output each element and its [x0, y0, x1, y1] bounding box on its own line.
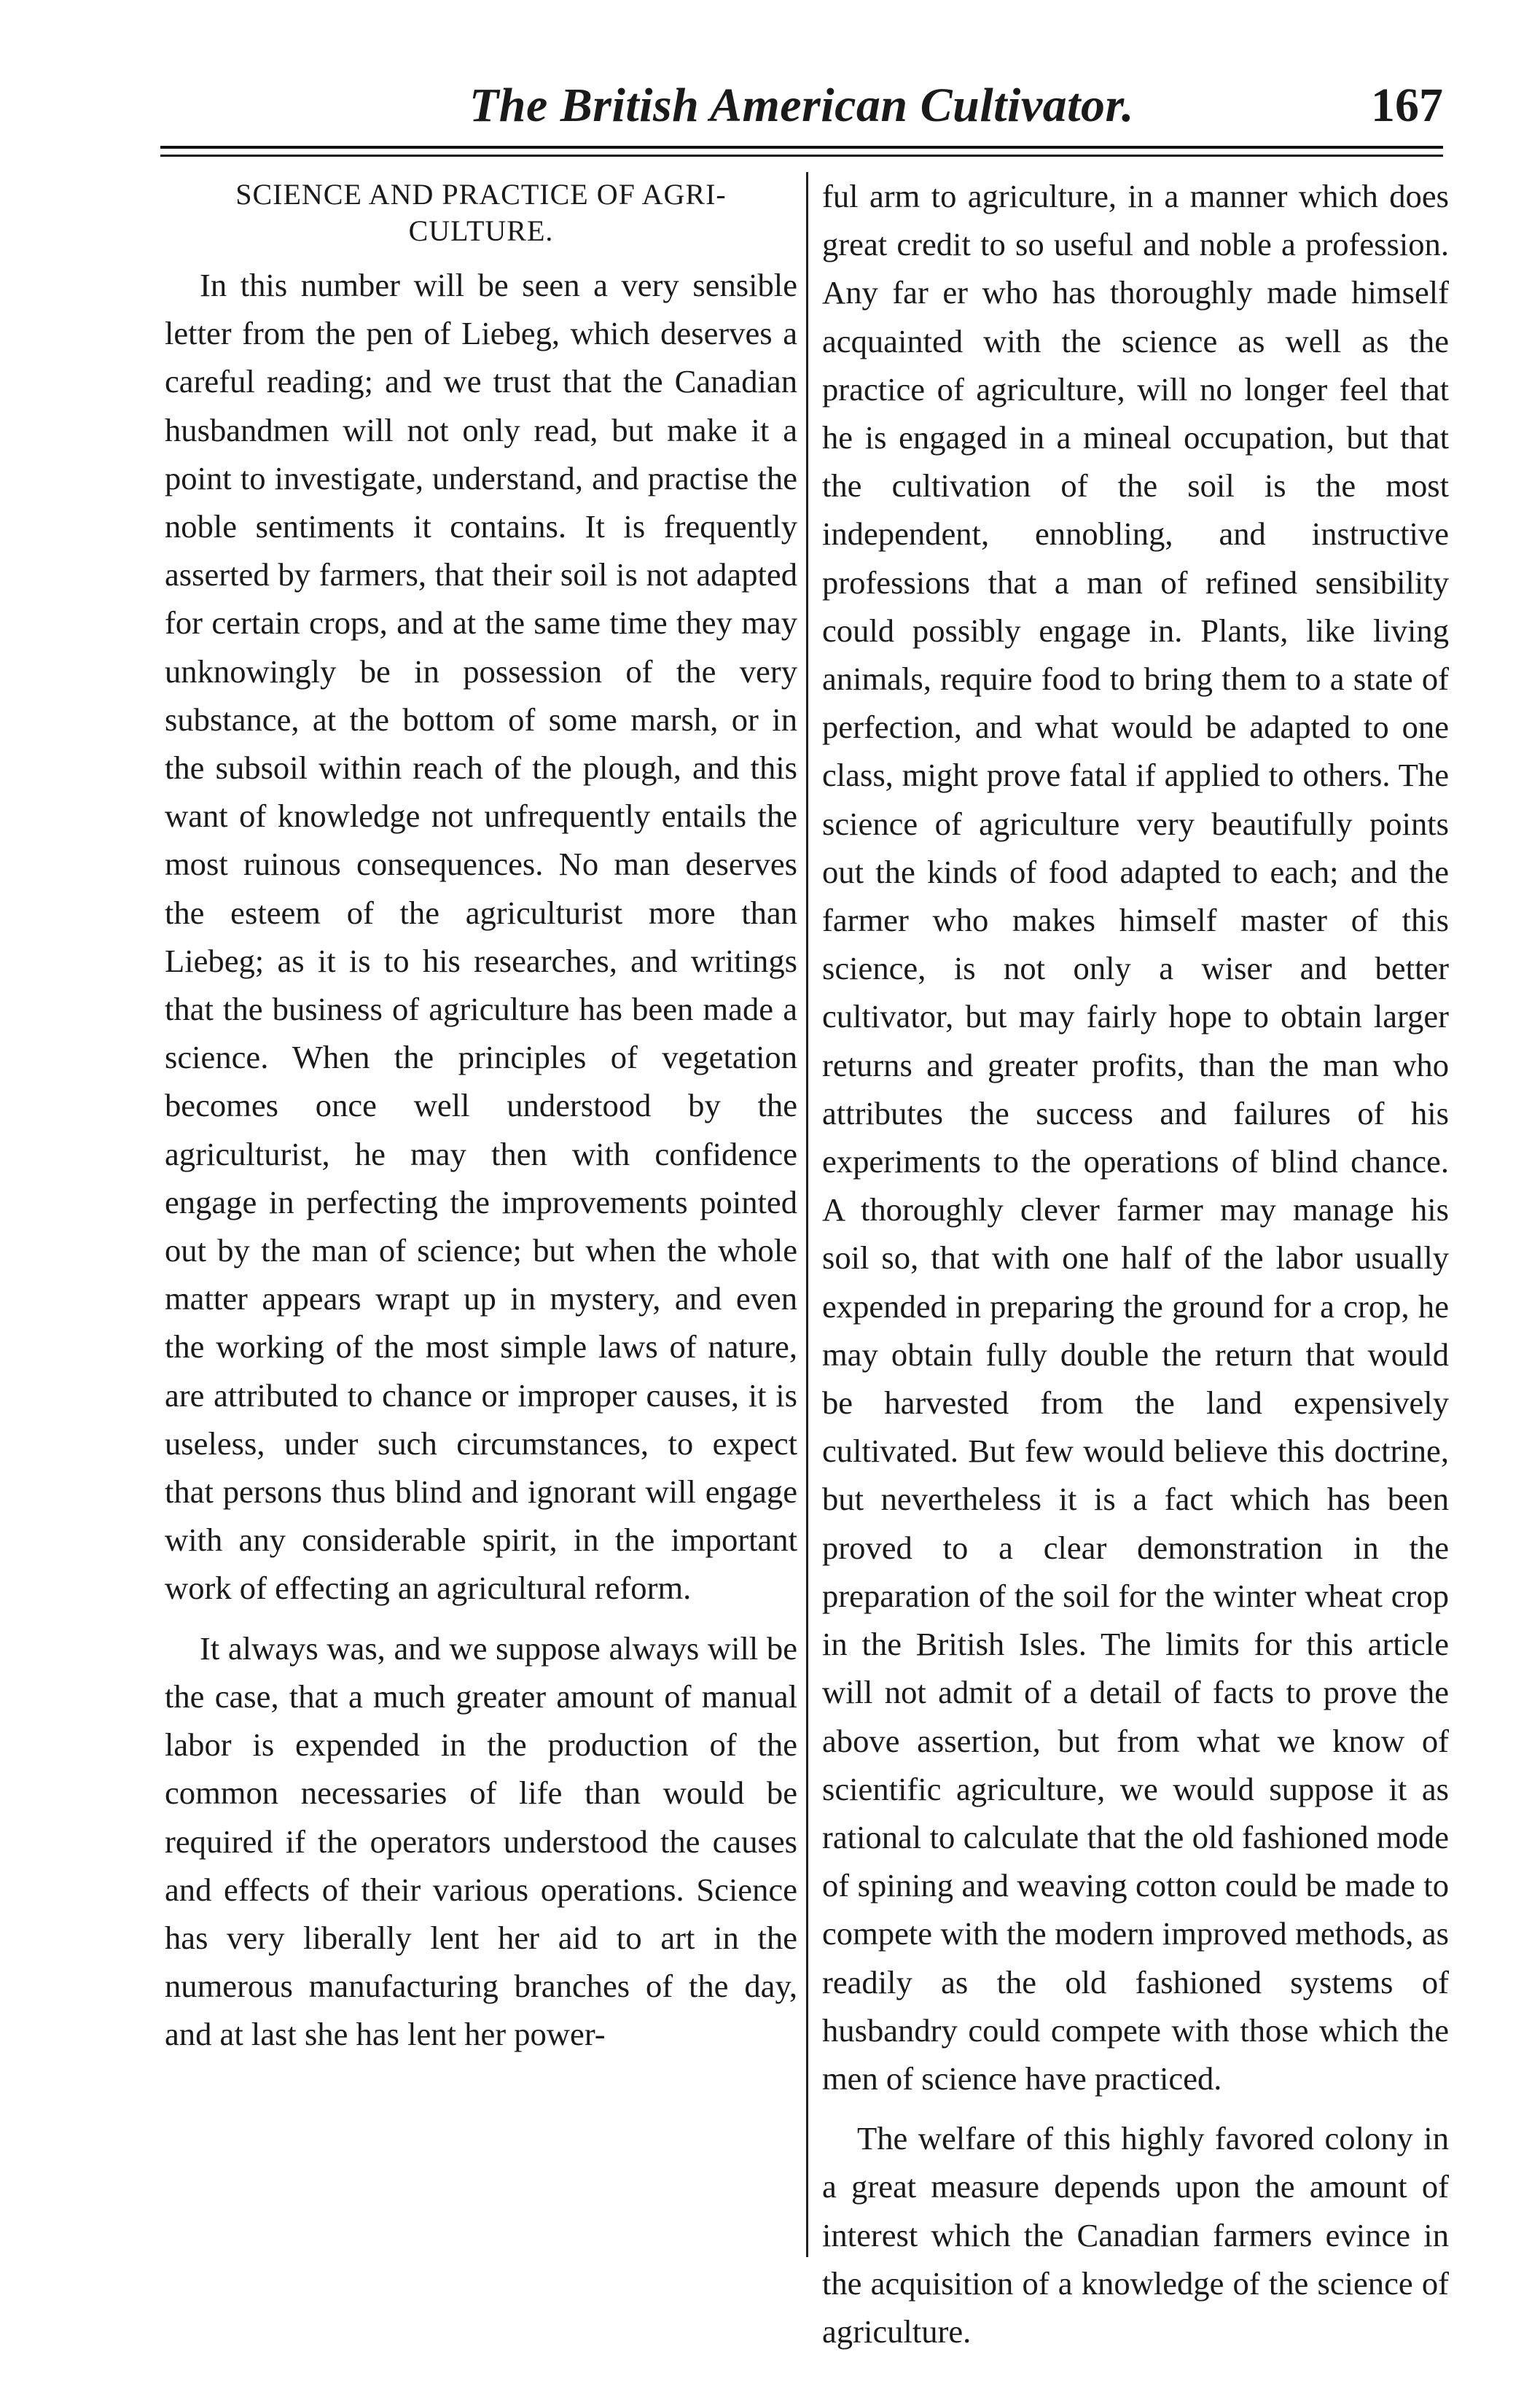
left-paragraph-2: It always was, and we suppose always will be the case, that a much greater amount of manual labor is expended in the production of the common necessaries of life than would be required if the operators understood the causes and effects of their various operations. Science has very liberally lent her aid to art in the numerous manufacturing branches of the day, and at last she has lent her power- — [165, 1629, 797, 2053]
article-heading-line-1: SCIENCE AND PRACTICE OF AGRI- — [235, 178, 727, 211]
column-divider — [806, 172, 808, 2257]
left-paragraph-1: In this number will be seen a very sensible letter from the pen of Liebeg, which deserves a careful reading; and we trust that the Canadian husbandmen will not only read, but make it a point to investigate, understand, and practise the noble sentiments it contains. It is frequently asserted by farmers, that their soil is not adapted for certain crops, and at the same time they may unknowingly be in possession of the very substance, at the bottom of some marsh, or in the subsoil within reach of the plough, and this want of knowledge not unfrequently entails the most ruinous consequences. No man deserves the esteem of the agriculturist more than Liebeg; as it is to his researches, and writings that the business of agriculture has been made a science. When the principles of vegetation becomes once well understood by the agriculturist, he may then with confidence engage in perfecting the improvements pointed out by the man of science; but when the whole matter appears wrapt up in mystery, and even the working of the most simple laws of nature, are attributed to chance or improper causes, it is useless, under such circumstances, to expect that persons thus blind and ignorant will engage with any considerable spirit, in the important work of effecting an agricultural reform. — [165, 267, 797, 1607]
publication-title: The British American Cultivator. — [469, 79, 1135, 132]
page-number: 167 — [1371, 79, 1443, 132]
right-column — [822, 172, 1449, 2350]
page-header — [160, 73, 1443, 139]
header-rule-thick — [160, 146, 1443, 149]
right-paragraph-2: The welfare of this highly favored colony in a great measure depends upon the amount of interest which the Canadian farmers evince in the acquisition of a knowledge of the science of agriculture. — [822, 2120, 1449, 2350]
article-heading — [165, 176, 797, 249]
article-heading-line-2: CULTURE. — [408, 214, 554, 247]
header-rule-thin — [160, 155, 1443, 157]
left-column — [165, 172, 797, 2272]
right-paragraph-1: ful arm to agriculture, in a manner which does great credit to so useful and noble a profession. Any far er who has thoroughly made himself acquainted with the science as well as the practice of agriculture, will no longer feel that he is engaged in a mineal occupation, but that the cultivation of the soil is the most independent, ennobling, and instructive professions that a man of refined sensibility could possibly engage in. Plants, like living animals, require food to bring them to a state of perfection, and what would be adapted to one class, might prove fatal if applied to others. The science of agriculture very beautifully points out the kinds of food adapted to each; and the farmer who makes himself master of this science, is not only a wiser and better cultivator, but may fairly hope to obtain larger returns and greater profits, than the man who attributes the success and failures of his experiments to the operations of blind chance. A thoroughly clever farmer may manage his soil so, that with one half of the labor usually expended in preparing the ground for a crop, he may obtain fully double the return that would be harvested from the land expensively cultivated. But few would believe this doctrine, but nevertheless it is a fact which has been proved to a clear demonstration in the preparation of the soil for the winter wheat crop in the British Isles. The limits for this article will not admit of a detail of facts to prove the above assertion, but from what we know of scientific agriculture, we would suppose it as rational to calculate that the old fashioned mode of spining and weaving cotton could be made to compete with the modern improved methods, as readily as the old fashioned systems of husbandry could compete with those which the men of science have practiced. — [822, 178, 1449, 2097]
